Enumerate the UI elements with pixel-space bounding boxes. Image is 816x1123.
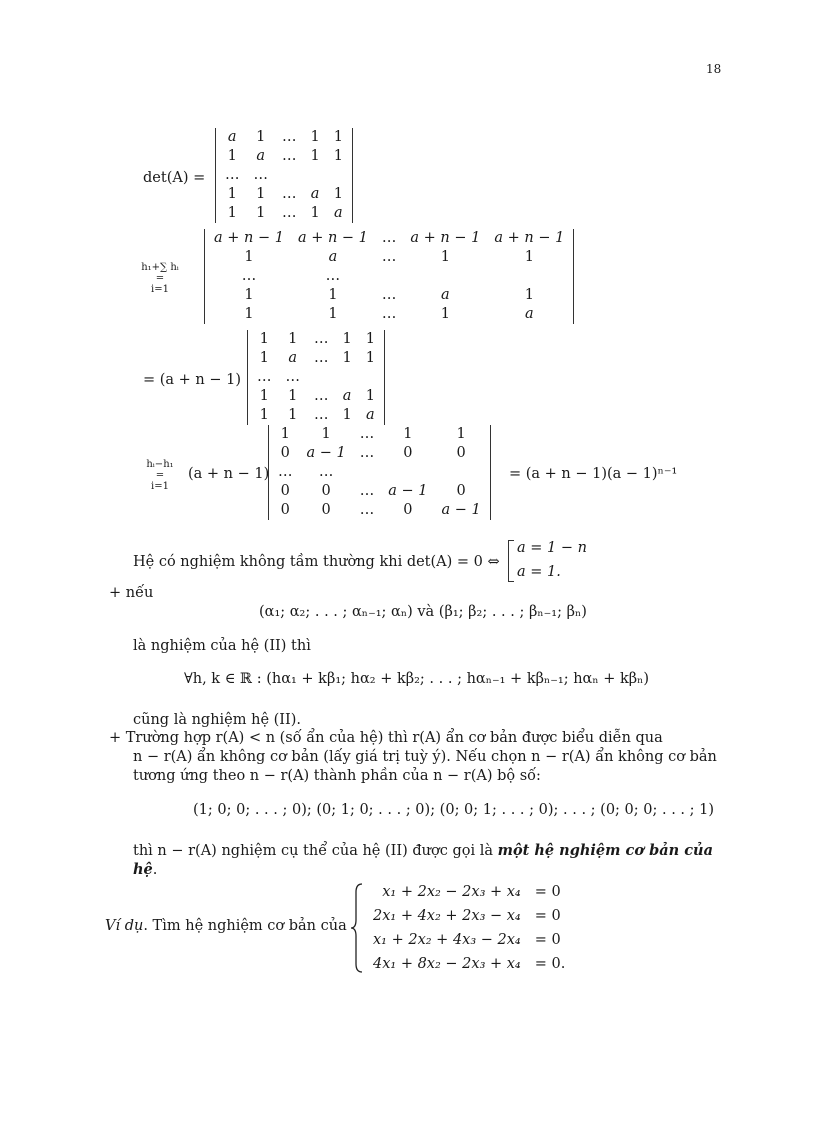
det3-row bbox=[250, 387, 382, 406]
det1-cell: … bbox=[282, 205, 297, 221]
det4-cell: 1 bbox=[456, 426, 466, 442]
det2-operator: h₁+∑ hᵢ = i=1 bbox=[141, 262, 179, 295]
det4-cell: 1 bbox=[280, 426, 290, 442]
det2-cell: a + n − 1 bbox=[410, 230, 481, 246]
case-rank-line1: + Trường hợp r(A) < n (số ẩn của hệ) thì r(A) ẩn cơ bản được biểu diễn qua bbox=[109, 730, 663, 746]
det2-row bbox=[207, 267, 571, 286]
det3-cell: … bbox=[257, 369, 272, 385]
equation-rhs: = 0 bbox=[534, 883, 561, 900]
det3-cell: … bbox=[314, 388, 329, 404]
is-solution: là nghiệm của hệ (II) thì bbox=[133, 638, 311, 654]
det4-row bbox=[271, 425, 488, 444]
det4-cell: a − 1 bbox=[441, 502, 481, 518]
det2-cell: a + n − 1 bbox=[297, 230, 368, 246]
system-equation bbox=[366, 952, 572, 976]
equation-rhs: = 0 bbox=[534, 931, 561, 948]
det4-cell: … bbox=[318, 464, 334, 480]
det2-cell bbox=[403, 267, 487, 286]
det2-matrix bbox=[204, 229, 574, 324]
det4-cell: a − 1 bbox=[306, 445, 346, 461]
det2-cell: a bbox=[441, 287, 450, 303]
det3-cell: 1 bbox=[259, 331, 269, 347]
det4-cell: 0 bbox=[321, 483, 331, 499]
det3-cell: … bbox=[314, 331, 329, 347]
det3-row bbox=[250, 349, 382, 368]
det2-cell: … bbox=[241, 268, 257, 284]
det4-matrix bbox=[268, 425, 491, 520]
det4-row bbox=[271, 482, 488, 501]
det4-cell: a − 1 bbox=[388, 483, 428, 499]
det3-cell: 1 bbox=[259, 407, 269, 423]
det4-cell: … bbox=[359, 483, 375, 499]
det3-label: = (a + n − 1) bbox=[143, 372, 242, 388]
det1-row bbox=[218, 185, 350, 204]
det4-row bbox=[271, 501, 488, 520]
det1-cell: 1 bbox=[333, 129, 343, 145]
det2-cell: … bbox=[325, 268, 341, 284]
det1-cell: 1 bbox=[333, 186, 343, 202]
det2-cell: 1 bbox=[328, 306, 338, 322]
det2-cell: 1 bbox=[524, 249, 534, 265]
det2-cell: … bbox=[381, 287, 397, 303]
det1-cell: 1 bbox=[227, 148, 237, 164]
det4-cell: 1 bbox=[403, 426, 413, 442]
definition-line2: hệ. bbox=[133, 861, 158, 878]
det2-cell: 1 bbox=[244, 287, 254, 303]
det3-cell bbox=[359, 368, 382, 387]
alpha-beta-tuples: (α₁; α₂; . . . ; αₙ₋₁; αₙ) và (β₁; β₂; . . . ; βₙ₋₁; βₙ) bbox=[259, 604, 587, 620]
det1-cell bbox=[327, 166, 350, 185]
det2-cell: a + n − 1 bbox=[214, 230, 284, 246]
det1-cell: 1 bbox=[333, 148, 343, 164]
det4-cell bbox=[381, 463, 434, 482]
case-2: a = 1. bbox=[517, 564, 561, 580]
det4-cell: 1 bbox=[321, 426, 331, 442]
det3-cell: 1 bbox=[259, 388, 269, 404]
det3-matrix bbox=[247, 330, 385, 425]
plus-if: + nếu bbox=[109, 585, 154, 601]
case-1: a = 1 − n bbox=[517, 540, 587, 556]
det1-cell: 1 bbox=[310, 129, 320, 145]
basis-vectors: (1; 0; 0; . . . ; 0); (0; 1; 0; . . . ; 0); (0; 0; 1; . . . ; 0); . . . ; (0; 0; 0; . . . ; 1) bbox=[193, 802, 715, 818]
det3-cell: a bbox=[366, 407, 375, 423]
det2-row bbox=[207, 248, 571, 267]
det1-cell: … bbox=[253, 167, 268, 183]
det2-cell: a bbox=[525, 306, 534, 322]
det2-cell bbox=[487, 267, 571, 286]
system-equation bbox=[366, 928, 572, 952]
det2-cell: … bbox=[381, 306, 397, 322]
det4-cell: … bbox=[278, 464, 293, 480]
det4-cell bbox=[353, 463, 382, 482]
equation-lhs: x₁ + 2x₂ − 2x₃ + x₄ bbox=[382, 883, 521, 900]
det4-operator: hᵢ−h₁ = i=1 bbox=[146, 459, 174, 492]
det3-cell: 1 bbox=[365, 350, 375, 366]
system-equation bbox=[366, 880, 572, 904]
det4-cell: 0 bbox=[456, 445, 466, 461]
linear-combination: ∀h, k ∈ ℝ : (hα₁ + kβ₁; hα₂ + kβ₂; . . . ; hαₙ₋₁ + kβₙ₋₁; hαₙ + kβₙ) bbox=[184, 671, 650, 687]
equation-lhs: 2x₁ + 4x₂ + 2x₃ − x₄ bbox=[373, 907, 521, 924]
det4-cell: … bbox=[359, 502, 375, 518]
det2-cell: 1 bbox=[244, 249, 254, 265]
det4-row bbox=[271, 444, 488, 463]
det2-cell: 1 bbox=[440, 306, 450, 322]
det1-cell: … bbox=[225, 167, 240, 183]
det1-cell bbox=[275, 166, 304, 185]
det3-cell: 1 bbox=[365, 388, 375, 404]
det3-cell bbox=[336, 368, 359, 387]
det4-factor: (a + n − 1) bbox=[188, 466, 270, 482]
det4-cell: 0 bbox=[280, 483, 290, 499]
det4-cell: 0 bbox=[280, 445, 290, 461]
det3-cell: 1 bbox=[259, 350, 269, 366]
case-bracket bbox=[508, 540, 514, 582]
det4-cell: 0 bbox=[280, 502, 290, 518]
det3-cell: … bbox=[314, 350, 329, 366]
det3-cell: … bbox=[285, 369, 300, 385]
det2-row bbox=[207, 305, 571, 324]
det3-cell: … bbox=[314, 407, 329, 423]
det1-cell: … bbox=[282, 129, 297, 145]
det1-cell: … bbox=[282, 186, 297, 202]
case-rank-line2: n − r(A) ẩn không cơ bản (lấy giá trị tuỳ ý). Nếu chọn n − r(A) ẩn không cơ bản bbox=[133, 749, 717, 765]
det1-cell: a bbox=[256, 148, 266, 164]
equation-lhs: x₁ + 2x₂ + 4x₃ − 2x₄ bbox=[373, 931, 521, 948]
det3-row bbox=[250, 406, 382, 425]
det2-row bbox=[207, 286, 571, 305]
page-number: 18 bbox=[706, 62, 722, 76]
det3-cell: a bbox=[342, 388, 352, 404]
det3-cell: 1 bbox=[288, 407, 298, 423]
det1-cell: a bbox=[334, 205, 343, 221]
equation-rhs: = 0 bbox=[534, 907, 561, 924]
det1-cell: 1 bbox=[227, 205, 237, 221]
equation-lhs: 4x₁ + 8x₂ − 2x₃ + x₄ bbox=[373, 955, 521, 972]
det3-row bbox=[250, 368, 382, 387]
equation-system bbox=[366, 880, 572, 976]
det3-cell: 1 bbox=[342, 350, 352, 366]
nontrivial-condition: Hệ có nghiệm không tầm thường khi det(A) = 0 ⇔ bbox=[133, 554, 500, 570]
det2-cell bbox=[375, 267, 404, 286]
det1-cell: a bbox=[227, 129, 237, 145]
det1-cell: 1 bbox=[310, 148, 320, 164]
det1-cell: 1 bbox=[256, 186, 266, 202]
system-brace bbox=[350, 882, 366, 974]
det1-cell: 1 bbox=[256, 129, 266, 145]
det1-cell: 1 bbox=[256, 205, 266, 221]
det1-row bbox=[218, 147, 350, 166]
det4-cell: 0 bbox=[403, 502, 413, 518]
equation-rhs: = 0. bbox=[534, 955, 566, 972]
det4-cell: … bbox=[359, 426, 375, 442]
det2-cell: a + n − 1 bbox=[494, 230, 565, 246]
det3-cell: 1 bbox=[342, 407, 352, 423]
det4-cell: … bbox=[359, 445, 375, 461]
det4-cell: 0 bbox=[403, 445, 413, 461]
det1-row bbox=[218, 128, 350, 147]
det3-cell: 1 bbox=[288, 331, 298, 347]
det3-row bbox=[250, 330, 382, 349]
det1-matrix bbox=[215, 128, 353, 223]
example-prompt: Ví dụ. Tìm hệ nghiệm cơ bản của bbox=[105, 918, 347, 934]
det1-cell: … bbox=[282, 148, 297, 164]
det4-result: = (a + n − 1)(a − 1)ⁿ⁻¹ bbox=[509, 466, 678, 482]
det1-cell bbox=[304, 166, 327, 185]
det2-cell: … bbox=[381, 230, 397, 246]
det3-cell: 1 bbox=[365, 331, 375, 347]
det4-row bbox=[271, 463, 488, 482]
det2-cell: 1 bbox=[524, 287, 534, 303]
det3-cell: a bbox=[288, 350, 298, 366]
det3-cell: 1 bbox=[342, 331, 352, 347]
also-solution: cũng là nghiệm hệ (II). bbox=[133, 712, 302, 728]
det2-cell: 1 bbox=[440, 249, 450, 265]
det2-cell: … bbox=[381, 249, 397, 265]
det2-row bbox=[207, 229, 571, 248]
det1-row bbox=[218, 166, 350, 185]
det4-cell: 0 bbox=[321, 502, 331, 518]
det4-cell: 0 bbox=[456, 483, 466, 499]
det2-cell: 1 bbox=[328, 287, 338, 303]
case-rank-line3: tương ứng theo n − r(A) thành phần của n − r(A) bộ số: bbox=[133, 768, 541, 784]
det1-row bbox=[218, 204, 350, 223]
det3-cell: 1 bbox=[288, 388, 298, 404]
det4-cell bbox=[435, 463, 488, 482]
det2-cell: a bbox=[328, 249, 338, 265]
det1-cell: a bbox=[310, 186, 320, 202]
det1-label: det(A) = bbox=[143, 170, 206, 186]
det2-cell: 1 bbox=[244, 306, 254, 322]
det1-cell: 1 bbox=[227, 186, 237, 202]
system-equation bbox=[366, 904, 572, 928]
det1-cell: 1 bbox=[310, 205, 320, 221]
definition-line1: thì n − r(A) nghiệm cụ thể của hệ (II) được gọi là một hệ nghiệm cơ bản của bbox=[133, 842, 713, 859]
det3-cell bbox=[307, 368, 336, 387]
